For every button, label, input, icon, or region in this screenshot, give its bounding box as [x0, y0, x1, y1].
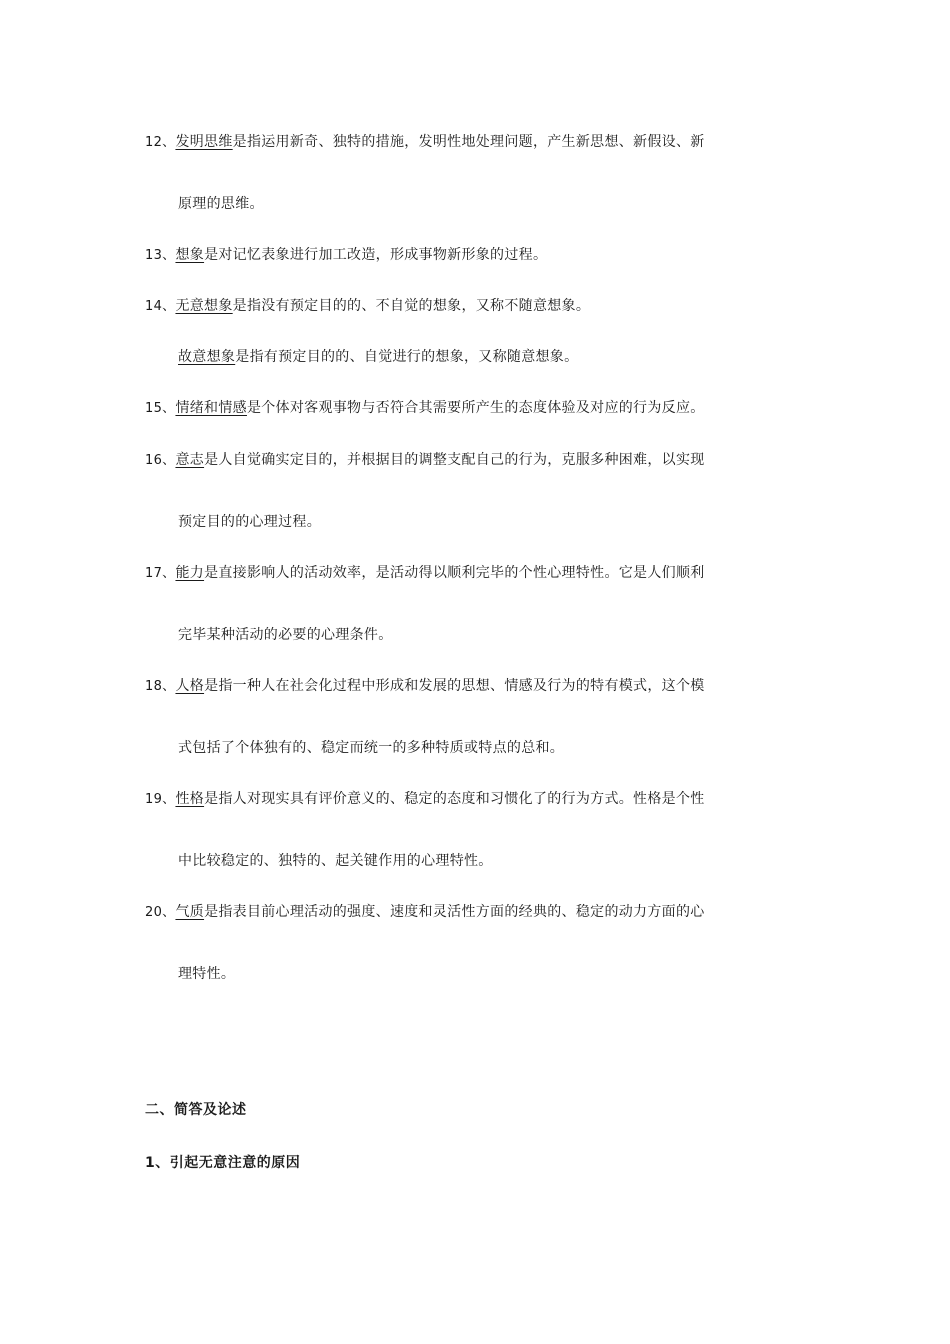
- term: 能力: [175, 565, 205, 581]
- definition-17: [145, 563, 705, 584]
- definition-20-continued: 理特性。: [178, 966, 236, 982]
- term: 人格: [175, 678, 205, 694]
- definition-19-continued: 中比较稳定的、独特的、起关键作用的心理特性。: [178, 853, 493, 869]
- definition-18: [145, 676, 705, 697]
- definition-15: [145, 398, 705, 419]
- definition-text: 是指没有预定目的的、不自觉的想象，又称不随意想象。: [232, 298, 591, 314]
- item-number: 13、: [145, 248, 176, 263]
- item-number: 20、: [145, 905, 176, 920]
- definition-19: [145, 789, 705, 810]
- term: 想象: [175, 247, 205, 263]
- term: 性格: [175, 791, 205, 807]
- term: 发明思维: [175, 134, 233, 150]
- definition-12: [145, 132, 705, 153]
- definition-text: 是指人对现实具有评价意义的、稳定的态度和习惯化了的行为方式。性格是个性: [204, 791, 705, 807]
- definition-14: [145, 296, 590, 317]
- item-number: 12、: [145, 135, 176, 150]
- definition-text: 是个体对客观事物与否符合其需要所产生的态度体验及对应的行为反应。: [246, 400, 705, 416]
- definition-13: [145, 245, 547, 266]
- term: 意志: [175, 452, 205, 468]
- definition-20: [145, 902, 705, 923]
- definition-text: 是指一种人在社会化过程中形成和发展的思想、情感及行为的特有模式，这个模: [204, 678, 705, 694]
- definition-text: 是对记忆表象进行加工改造，形成事物新形象的过程。: [204, 247, 548, 263]
- term: 气质: [175, 904, 205, 920]
- term: 无意想象: [175, 298, 233, 314]
- item-number: 17、: [145, 566, 176, 581]
- definition-12-continued: 原理的思维。: [178, 196, 264, 212]
- definition-text: 是直接影响人的活动效率，是活动得以顺利完毕的个性心理特性。它是人们顺利: [204, 565, 705, 581]
- item-number: 14、: [145, 299, 176, 314]
- sub-heading: 1、引起无意注意的原因: [145, 1155, 301, 1171]
- definition-14-second: [178, 347, 578, 367]
- definition-text: 是指有预定目的的、自觉进行的想象，又称随意想象。: [235, 349, 579, 365]
- item-number: 15、: [145, 401, 176, 416]
- definition-17-continued: 完毕某种活动的必要的心理条件。: [178, 627, 393, 643]
- term: 故意想象: [178, 349, 236, 365]
- section-heading: 二、简答及论述: [145, 1102, 247, 1118]
- definition-16: [145, 450, 705, 471]
- definition-16-continued: 预定目的的心理过程。: [178, 514, 321, 530]
- definition-text: 是指表目前心理活动的强度、速度和灵活性方面的经典的、稳定的动力方面的心: [204, 904, 705, 920]
- definition-text: 是指运用新奇、独特的措施，发明性地处理问题，产生新思想、新假设、新: [232, 134, 705, 150]
- definition-text: 是人自觉确实定目的，并根据目的调整支配自己的行为，克服多种困难，以实现: [204, 452, 705, 468]
- item-number: 16、: [145, 453, 176, 468]
- term: 情绪和情感: [175, 400, 247, 416]
- item-number: 19、: [145, 792, 176, 807]
- definition-18-continued: 式包括了个体独有的、稳定而统一的多种特质或特点的总和。: [178, 740, 565, 756]
- item-number: 18、: [145, 679, 176, 694]
